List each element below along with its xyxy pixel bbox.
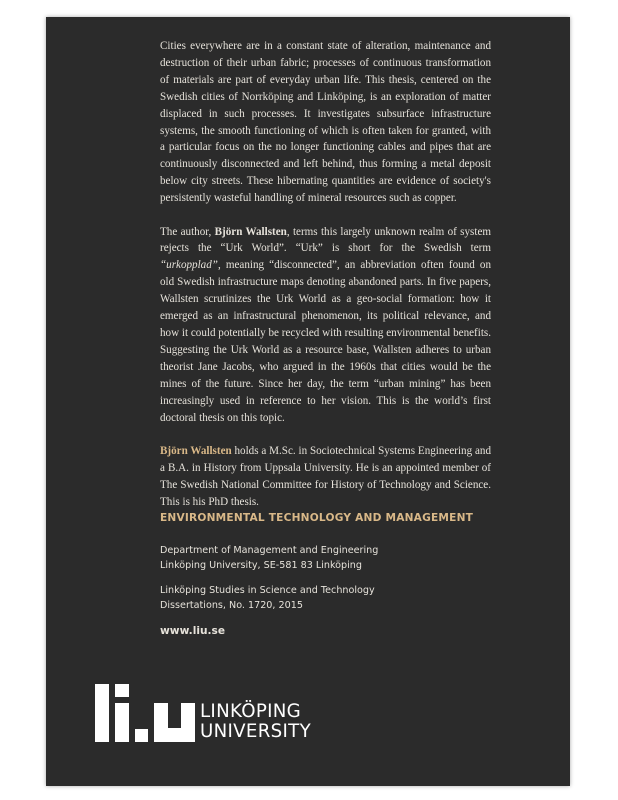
swedish-term: “urkopplad” (160, 259, 218, 272)
university-name-line-1: LINKÖPING (200, 701, 302, 722)
blurb (160, 38, 491, 527)
series-line-1: Linköping Studies in Science and Technology (160, 585, 375, 596)
paragraph-abstract: Cities everywhere are in a constant state of alteration, maintenance and destruction of their urban fabric; processes of continuous transformation of materials are part of everyday urban life. This thesis, centered on the Swedish cities of Norrköping and Linköping, is an exploration of matter displaced in such processes. It investigates subsurface infrastructure systems, the smooth functioning of which is often taken for granted, with a particular focus on the no longer functioning cables and pipes that are continuously disconnected and left behind, thus forming a metal deposit below city streets. These hibernating quantities are evidence of society's persistently wasteful handling of mineral resources such as copper. (160, 40, 491, 205)
author-name-accent: Björn Wallsten (160, 444, 232, 457)
paragraph-author-intro (160, 224, 491, 427)
logo-letter-u (154, 703, 195, 742)
series-line-2: Dissertations, No. 1720, 2015 (160, 600, 303, 611)
paragraph-author-bio (160, 443, 491, 511)
logo-letter-i-dot (115, 684, 129, 697)
author-name: Björn Wallsten (214, 225, 287, 238)
text-part-a: , terms this largely unknown realm of system rejects the “Urk World”. “Urk” is short for the Swedish term (160, 225, 492, 255)
website-link: www.liu.se (160, 625, 226, 637)
department-info (160, 543, 378, 573)
text-intro: The author, (160, 225, 215, 238)
logo-letter-l (95, 684, 109, 742)
university-name (200, 702, 311, 742)
text-part-b: , meaning “disconnected”, an abbreviation often found on old Swedish infrastructure maps denoting abandoned parts. In five papers, Wallsten scrutinizes the Urk World as a geo-social formation: how it emerged as an infrastructural phenomenon, its political relevance, and how it could potentially be recycled with resulting environmental benefits. Suggesting the Urk World as a resource base, Wallsten adheres to urban theorist Jane Jacobs, who argued in the 1960s that cities would be the mines of the future. Since her day, the term “urban mining” has been increasingly used in reference to her vision. This is the world’s first doctoral thesis on this topic. (160, 259, 491, 424)
logo-dot (135, 729, 148, 742)
bio-text: holds a M.Sc. in Sociotechnical Systems Engineering and a B.A. in History from Uppsala University. He is an appointed member of The Swedish National Committee for History of Technology and Science. This is his PhD thesis. (160, 444, 491, 508)
logo-letter-i (115, 703, 129, 742)
series-heading: ENVIRONMENTAL TECHNOLOGY AND MANAGEMENT (160, 512, 474, 524)
university-name-line-2: UNIVERSITY (200, 721, 311, 742)
series-info (160, 583, 375, 613)
department-line-1: Department of Management and Engineering (160, 545, 379, 556)
department-line-2: Linköping University, SE-581 83 Linköping (160, 560, 362, 571)
